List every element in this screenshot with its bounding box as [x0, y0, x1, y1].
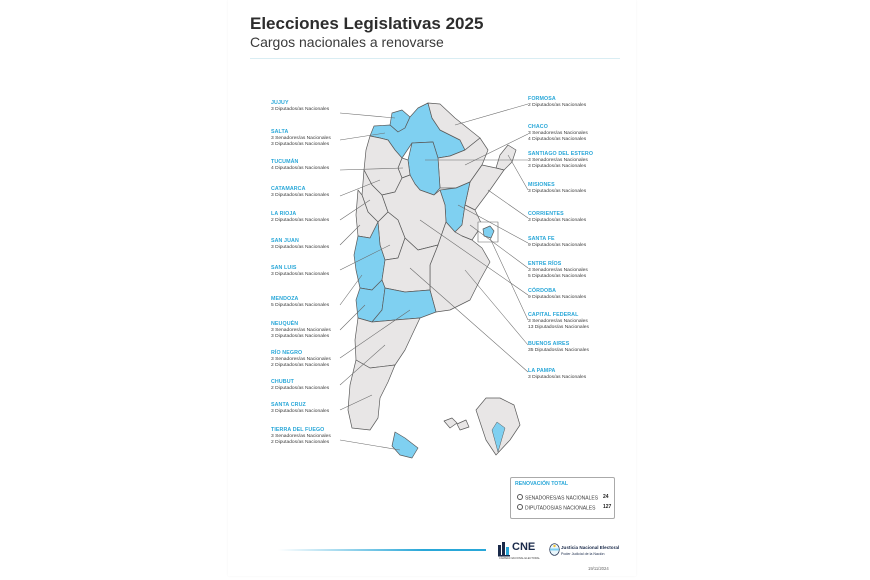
- totals-deputies-row: DIPUTADOS/AS NACIONALES 127: [517, 504, 595, 512]
- label-santacruz: SANTA CRUZ 3 Diputados/as Nacionales: [271, 402, 330, 414]
- bullet-icon: [517, 504, 523, 510]
- footer-gradient-bar: [278, 549, 486, 551]
- label-neuquen: NEUQUÉN 3 Senadores/as Nacionales 3 Diputados/as Nacionales: [271, 321, 331, 339]
- map-misiones: [496, 145, 516, 170]
- label-entrerios: ENTRE RÍOS 3 Senadores/as Nacionales 5 Diputados/as Nacionales: [528, 261, 588, 279]
- label-buenosaires: BUENOS AIRES 35 Diputados/as Nacionales: [528, 341, 589, 353]
- map-malvinas: [444, 418, 469, 430]
- label-mendoza: MENDOZA 5 Diputados/as Nacionales: [271, 296, 330, 308]
- label-corrientes: CORRIENTES 3 Diputados/as Nacionales: [528, 211, 587, 223]
- label-cordoba: CÓRDOBA 9 Diputados/as Nacionales: [528, 288, 587, 300]
- totals-deputies-value: 127: [603, 504, 612, 510]
- label-misiones: MISIONES 3 Diputados/as Nacionales: [528, 182, 587, 194]
- bullet-icon: [517, 494, 523, 500]
- label-salta: SALTA 3 Senadores/as Nacionales 3 Diputados/as Nacionales: [271, 129, 331, 147]
- label-tierradelfuego: TIERRA DEL FUEGO 3 Senadores/as Nacionales 2 Diputados/as Nacionales: [271, 427, 331, 445]
- label-larioja: LA RIOJA 2 Diputados/as Nacionales: [271, 211, 330, 223]
- page-subtitle: Cargos nacionales a renovarse: [250, 34, 444, 50]
- jne-subtitle: Poder Judicial de la Nación: [561, 552, 605, 556]
- totals-heading: RENOVACIÓN TOTAL: [515, 481, 569, 487]
- totals-box: [510, 477, 615, 519]
- label-jujuy: JUJUY 3 Diputados/as Nacionales: [271, 100, 330, 112]
- label-catamarca: CATAMARCA 3 Diputados/as Nacionales: [271, 186, 330, 198]
- label-formosa: FORMOSA 2 Diputados/as Nacionales: [528, 96, 587, 108]
- publication-date: 19/11/2024: [588, 566, 609, 571]
- page-title: Elecciones Legislativas 2025: [250, 14, 484, 33]
- jne-emblem-icon: [549, 543, 560, 556]
- label-chaco: CHACO 3 Senadores/as Nacionales 4 Diputados/as Nacionales: [528, 124, 588, 142]
- label-sanjuan: SAN JUAN 3 Diputados/as Nacionales: [271, 238, 330, 250]
- label-tucuman: TUCUMÁN 4 Diputados/as Nacionales: [271, 159, 330, 171]
- map-tierradelfuego: [392, 432, 418, 458]
- cne-wordmark: CNE: [512, 541, 536, 553]
- jne-title: Justicia Nacional Electoral: [561, 545, 620, 550]
- label-capitalfederal: CAPITAL FEDERAL 3 Senadores/as Nacionales 13 Diputados/as Nacionales: [528, 312, 589, 330]
- label-sanluis: SAN LUIS 3 Diputados/as Nacionales: [271, 265, 330, 277]
- label-rionegro: RÍO NEGRO 3 Senadores/as Nacionales 2 Diputados/as Nacionales: [271, 350, 331, 368]
- label-lapampa: LA PAMPA 3 Diputados/as Nacionales: [528, 368, 587, 380]
- label-santafe: SANTA FE 9 Diputados/as Nacionales: [528, 236, 587, 248]
- map-chubut: [355, 318, 420, 368]
- label-chubut: CHUBUT 2 Diputados/as Nacionales: [271, 379, 330, 391]
- totals-senators-value: 24: [603, 494, 609, 500]
- totals-senators-row: SENADORES/AS NACIONALES 24: [517, 494, 598, 502]
- cne-subtitle: CÁMARA NACIONAL ELECTORAL: [499, 557, 540, 560]
- cne-logo-icon: [498, 541, 512, 557]
- map-santacruz: [348, 360, 395, 430]
- label-santiagodelestero: SANTIAGO DEL ESTERO 3 Senadores/as Nacionales 3 Diputados/as Nacionales: [528, 151, 594, 169]
